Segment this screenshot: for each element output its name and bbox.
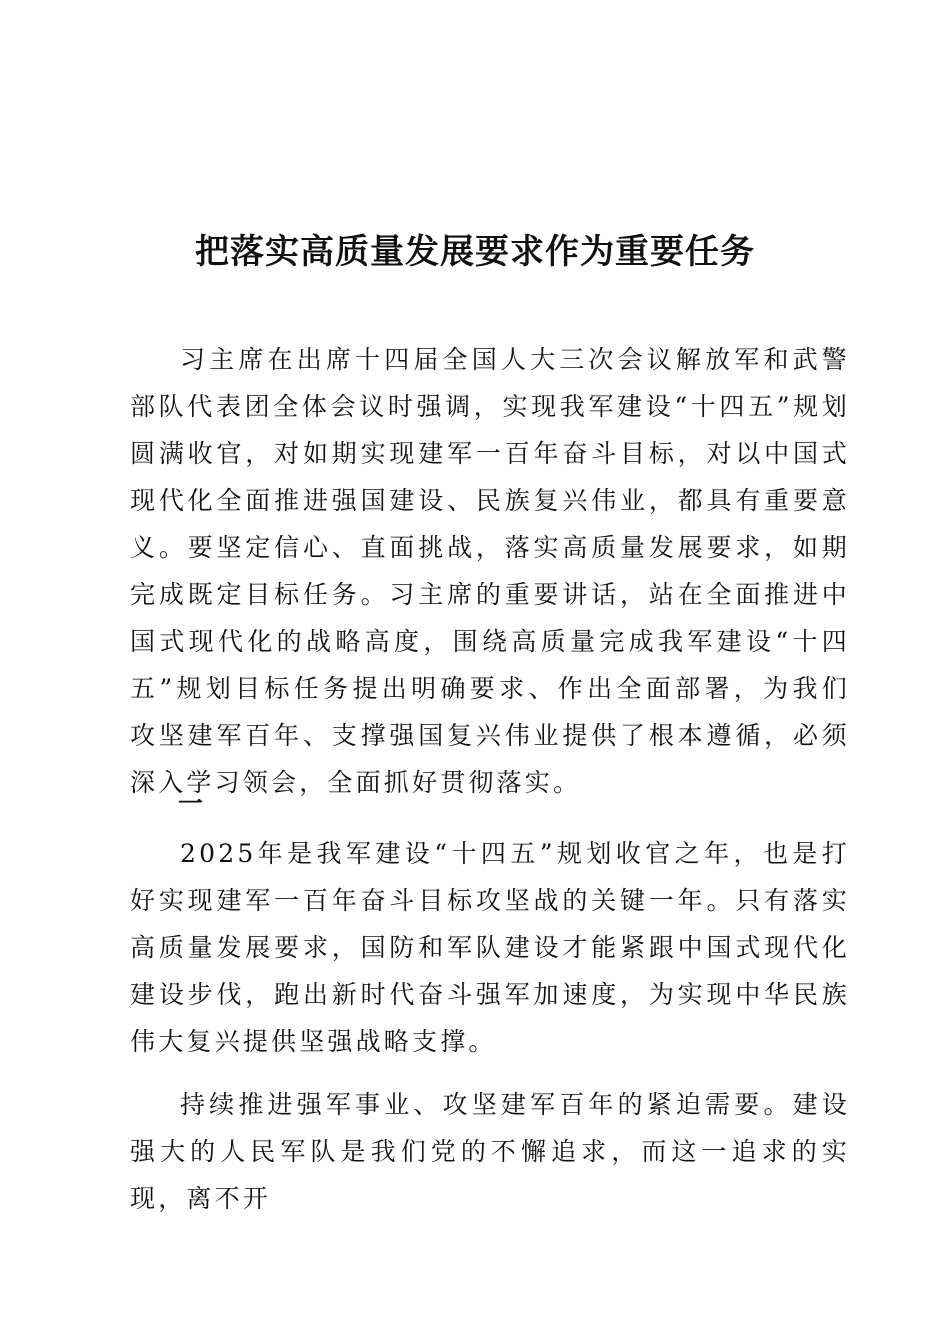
paragraph-section-1: 2025年是我军建设“十四五”规划收官之年，也是打好实现建军一百年奋斗目标攻坚战的关键一年。只有落实高质量发展要求，国防和军队建设才能紧跟中国式现代化建设步伐，跑出新时代奋斗强军加速度，为实现中华民族伟大复兴提供坚强战略支撑。: [130, 839, 850, 1056]
paragraph-section-1-cont: 持续推进强军事业、攻坚建军百年的紧迫需要。建设强大的人民军队是我们党的不懈追求，而这一追求的实现，离不开: [130, 1090, 850, 1213]
section-number: 一: [178, 789, 204, 818]
paragraph-intro: 习主席在出席十四届全国人大三次会议解放军和武警部队代表团全体会议时强调，实现我军建设“十四五”规划圆满收官，对如期实现建军一百年奋斗目标，对以中国式现代化全面推进强国建设、民族复兴伟业，都具有重要意义。要坚定信心、直面挑战，落实高质量发展要求，如期完成既定目标任务。习主席的重要讲话，站在全面推进中国式现代化的战略高度，围绕高质量完成我军建设“十四五”规划目标任务提出明确要求、作出全面部署，为我们攻坚建军百年、支撑强国复兴伟业提供了根本遵循，必须深入学习领会，全面抓好贯彻落实。: [130, 345, 850, 797]
document-title: 把落实高质量发展要求作为重要任务: [195, 232, 755, 272]
